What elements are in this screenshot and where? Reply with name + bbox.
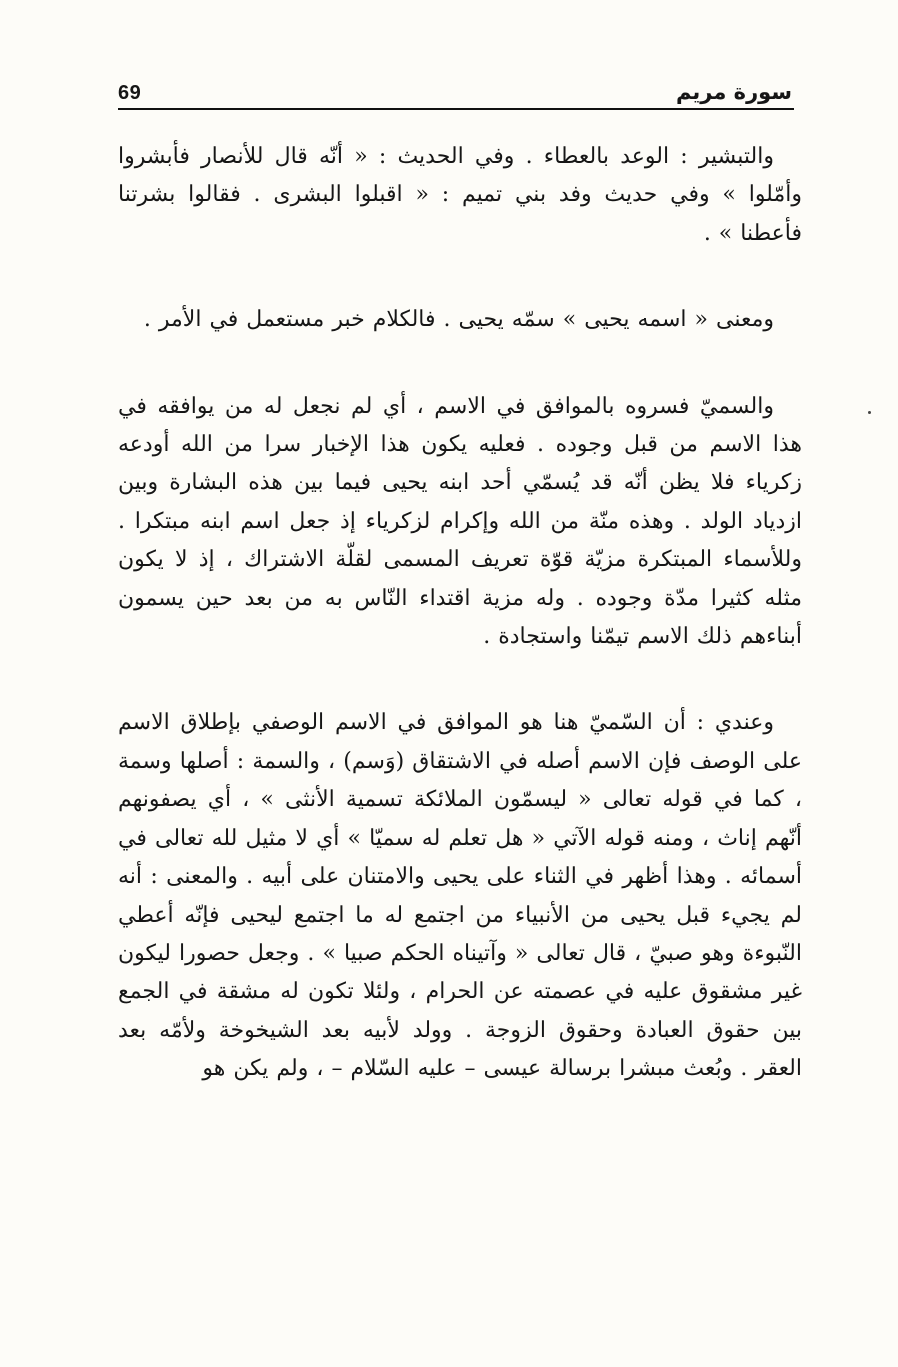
page-header xyxy=(118,68,792,108)
header-rule xyxy=(118,108,794,110)
scan-speck xyxy=(868,411,871,414)
surah-title: سورة مريم xyxy=(675,80,792,104)
page-number: 69 xyxy=(118,82,142,104)
paragraph-tabshir: والتبشير : الوعد بالعطاء . وفي الحديث : « أنّه قال للأنصار فأبشروا وأمّلوا » وفي حديث وفد بني تميم : « اقبلوا البشرى . فقالوا بشرتنا فأعطنا » . xyxy=(118,144,802,246)
paragraph-samiyy: والسميّ فسروه بالموافق في الاسم ، أي لم نجعل له من يوافقه في هذا الاسم من قبل وجوده . فعليه يكون هذا الإخبار سرا من الله أودعه زكرياء فلا يظن أنّه قد يُسمّي أحد ابنه يحيى فيما بين هذه البشارة وبين ازدياد الولد . وهذه منّة من الله وإكرام لزكرياء إذ جعل اسم ابنه مبتكرا . وللأسماء المبتكرة مزيّة قوّة تعريف المسمى لقلّة الاشتراك ، إذ لا يكون مثله كثيرا مدّة وجوده . وله مزية اقتداء النّاس به من بعد حين يسمون أبناءهم ذلك الاسم تيمّنا واستجادة . xyxy=(118,393,802,650)
paragraph-author-view: وعندي : أن السّميّ هنا هو الموافق في الاسم الوصفي بإطلاق الاسم على الوصف فإن الاسم أصله في الاشتقاق (وَسم) ، والسمة : أصلها وسمة ، كما في قوله تعالى « ليسمّون الملائكة تسمية الأنثى » ، أي يصفونهم أنّهم إناث ، ومنه قوله الآتي « هل تعلم له سميّا » أي لا مثيل لله تعالى في أسمائه . وهذا أظهر في الثناء على يحيى والامتنان على أبيه . والمعنى : أنه لم يجيء قبل يحيى من الأنبياء من اجتمع له ما اجتمع ليحيى فإنّه أعطي النّبوءة وهو صبيّ ، قال تعالى « وآتيناه الحكم صبيا » . وجعل حصورا ليكون غير مشقوق عليه في عصمته عن الحرام ، ولئلا تكون له مشقة في الجمع بين حقوق العبادة وحقوق الزوجة . وولد لأبيه بعد الشيخوخة ولأمّه بعد العقر . وبُعث مبشرا برسالة عيسى – عليه السّلام – ، ولم يكن هو xyxy=(118,710,802,1082)
paragraph-ism-yahya: ومعنى « اسمه يحيى » سمّه يحيى . فالكلام خبر مستعمل في الأمر . xyxy=(143,307,774,333)
body-text xyxy=(118,138,802,1089)
